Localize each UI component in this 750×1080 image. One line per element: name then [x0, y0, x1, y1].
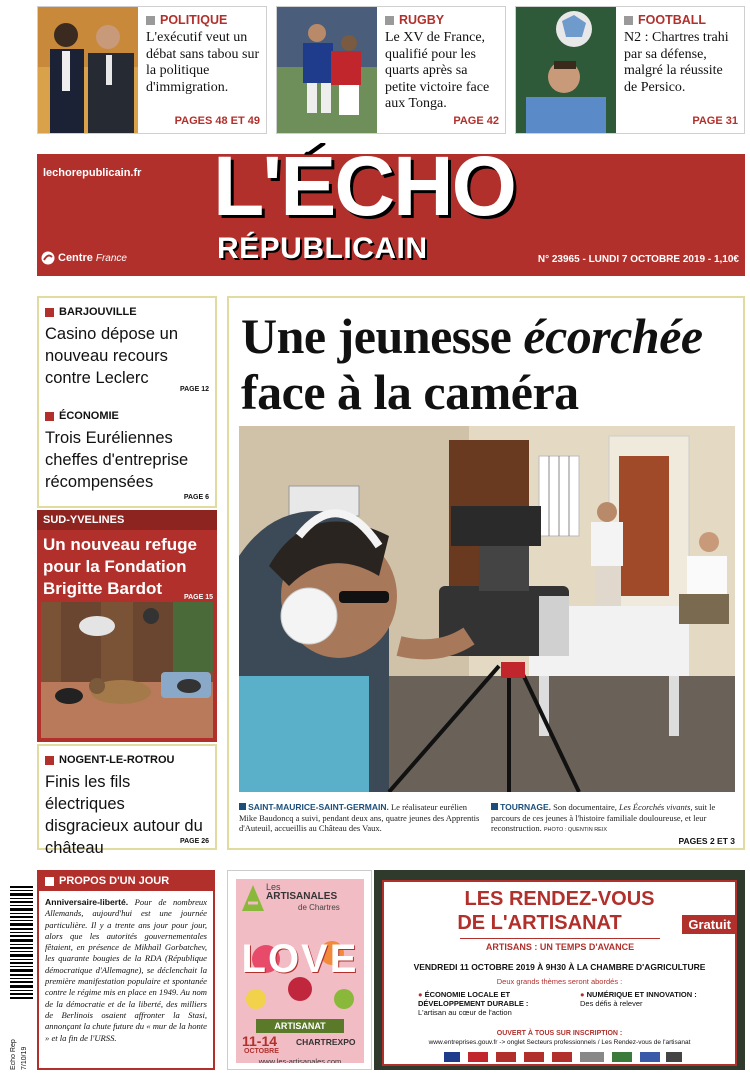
- story-economie[interactable]: [39, 402, 215, 501]
- square-bullet-icon: [45, 308, 54, 317]
- propos-body: Pour de nombreux Allemands, aujourd'hui est une journée particulière. Il y a trente ans jour pour jour, alors que les autorités gouvernementales fêtaient, en présence de Mikhaïl Gorbatchev, les quarante bougies de la RDA (République démocratique d'Allemagne), se déclenchait la première manifestation populaire et spontanée contre le régime mis en place en 1949. Au nom de la démocratie et de la liberté, des milliers de Berlinois osaient affronter la Stasi, annonçant la chute future du « mur de la honte » et la fin de l'URSS.: [45, 897, 207, 1043]
- ad-banner: ARTISANAT: [256, 1019, 344, 1033]
- ad-rendez-vous-artisanat[interactable]: [374, 870, 745, 1070]
- story-page: PAGE 26: [179, 838, 209, 845]
- ad-dates: 11-14: [242, 1033, 278, 1049]
- barcode: [8, 884, 35, 1074]
- teaser-text: Le XV de France, qualifié pour les quarts après sa petite victoire face aux Tonga.: [385, 30, 490, 111]
- teaser-pages: PAGE 42: [453, 115, 499, 127]
- teaser-text: L'exécutif veut un débat sans tabou sur la politique d'immigration.: [146, 30, 260, 95]
- ad-title-sub: de Chartres: [298, 903, 340, 912]
- main-story[interactable]: [227, 296, 745, 850]
- square-bullet-icon: [45, 756, 54, 765]
- teaser-category: FOOTBALL: [638, 13, 707, 27]
- caption-2-text-b: suit le parcours de ces jeunes à l'histoire familiale douloureuse, et leur reconstruction.: [491, 802, 716, 833]
- story-category: SUD-YVELINES: [37, 510, 217, 530]
- main-pages: PAGES 2 ET 3: [678, 836, 735, 846]
- rdv-theme-1-title: ÉCONOMIE LOCALE ET DÉVELOPPEMENT DURABLE :: [418, 990, 529, 1008]
- headline-part2: face à la caméra: [241, 364, 579, 420]
- propos-text: [39, 891, 213, 1044]
- ad-url[interactable]: www.les-artisanales.com: [258, 1057, 342, 1063]
- ad-title-top: Les: [266, 882, 281, 892]
- teaser-photo-rugby: [277, 7, 377, 133]
- artisanales-a-icon: [240, 883, 266, 913]
- centre-france-icon: [41, 251, 55, 265]
- barcode-icon: [8, 884, 35, 1004]
- teaser-category: POLITIQUE: [160, 13, 228, 27]
- rdv-title-2: DE L'ARTISANAT: [457, 912, 622, 934]
- ad-venue: CHARTREXPO: [296, 1037, 356, 1047]
- teaser-category: RUGBY: [399, 13, 445, 27]
- propos-lead: Anniversaire-liberté.: [45, 897, 129, 907]
- ad-big-text: LOVE: [241, 937, 359, 981]
- caption-2-title: Les Écorchés vivants,: [618, 802, 693, 812]
- teaser-football[interactable]: [515, 6, 745, 134]
- rdv-link[interactable]: www.entreprises.gouv.fr -> onglet Secteurs professionnels / Les Rendez-vous de l'artisanat: [428, 1039, 691, 1046]
- caption-1-text: Le réalisateur eurélien Mike Baudoncq a suivi, pendant deux ans, quatre jeunes des Apprentis d'Auteuil, accueillis au Château des Vaux.: [239, 802, 480, 833]
- partner-logos: [444, 1050, 684, 1064]
- teaser-pages: PAGES 48 ET 49: [174, 115, 260, 127]
- left-box-top: [37, 296, 217, 508]
- square-bullet-icon: [491, 803, 498, 810]
- group-name: Centre: [58, 252, 93, 264]
- story-page: PAGE 6: [183, 494, 209, 501]
- logo-subtitle: RÉPUBLICAIN: [217, 232, 428, 265]
- caption-1-label: SAINT-MAURICE-SAINT-GERMAIN.: [248, 802, 389, 812]
- photo-credit: PHOTO : QUENTIN REIX: [543, 827, 608, 833]
- ad-artisanales[interactable]: [227, 870, 372, 1070]
- story-category: BARJOUVILLE: [59, 306, 137, 318]
- story-title: Un nouveau refuge pour la Fondation Brigitte Bardot: [43, 535, 197, 598]
- story-category: ÉCONOMIE: [59, 410, 119, 422]
- propos-du-jour[interactable]: [37, 870, 215, 1070]
- teaser-politique[interactable]: [37, 6, 267, 134]
- teaser-photo-politique: [38, 7, 138, 133]
- teaser-rugby[interactable]: [276, 6, 506, 134]
- story-nogent[interactable]: [37, 744, 217, 857]
- teaser-photo-football: [516, 7, 616, 133]
- rdv-title-1: LES RENDEZ-VOUS: [464, 888, 655, 910]
- group-suffix: France: [95, 252, 127, 264]
- ad-title: ARTISANALES: [266, 891, 338, 902]
- story-title: Finis les fils électriques disgracieux autour du château: [45, 773, 203, 857]
- rdv-open: OUVERT À TOUS SUR INSCRIPTION :: [496, 1030, 623, 1037]
- rdv-date: VENDREDI 11 OCTOBRE 2019 À 9H30 À LA CHAMBRE D'AGRICULTURE: [413, 962, 706, 972]
- caption-2-text-a: Son documentaire,: [550, 802, 619, 812]
- website-link[interactable]: lechorepublicain.fr: [43, 167, 142, 179]
- centre-france-logo: [41, 251, 127, 265]
- rdv-theme-1: ● ÉCONOMIE LOCALE ET DÉVELOPPEMENT DURABLE : L'artisan au cœur de l'action: [418, 990, 529, 1017]
- rdv-subtitle: ARTISANS : UN TEMPS D'AVANCE: [460, 938, 660, 952]
- story-sud-yvelines[interactable]: [37, 510, 217, 742]
- story-page: PAGE 12: [179, 386, 209, 393]
- caption-1: [239, 802, 483, 834]
- square-bullet-icon: [239, 803, 246, 810]
- square-bullet-icon: [45, 412, 54, 421]
- story-title: Trois Euréliennes cheffes d'entreprise récompensées: [45, 429, 189, 491]
- square-bullet-icon: [624, 16, 633, 25]
- rdv-theme-2-title: NUMÉRIQUE ET INNOVATION :: [586, 990, 697, 999]
- caption-2-label: TOURNAGE.: [500, 802, 551, 812]
- logo-title: L'ÉCHO: [213, 139, 515, 233]
- barcode-label-1: Echo Rep: [10, 1039, 17, 1070]
- rdv-gratuit-badge: Gratuit: [682, 915, 737, 934]
- story-barjouville[interactable]: [39, 306, 215, 393]
- main-photo: [239, 426, 735, 792]
- rdv-themes: Deux grands thèmes seront abordés :: [496, 977, 623, 986]
- barcode-label-2: 7/10/19: [21, 1046, 28, 1070]
- headline-part1: Une jeunesse: [241, 308, 524, 364]
- ad-month: OCTOBRE: [244, 1048, 279, 1055]
- rdv-theme-1-text: L'artisan au cœur de l'action: [418, 1008, 512, 1017]
- caption-2: [491, 802, 735, 836]
- square-bullet-icon: [146, 16, 155, 25]
- rdv-theme-2: ● NUMÉRIQUE ET INNOVATION : Des défis à relever: [580, 990, 697, 1008]
- square-bullet-icon: [385, 16, 394, 25]
- story-page: PAGE 15: [183, 594, 213, 601]
- propos-title: PROPOS D'UN JOUR: [59, 875, 170, 887]
- story-category: NOGENT-LE-ROTROU: [59, 754, 175, 766]
- headline-emphasis: écorchée: [523, 308, 703, 364]
- issue-info: N° 23965 - LUNDI 7 OCTOBRE 2019 - 1,10€: [537, 254, 739, 265]
- dogs-photo: [41, 602, 213, 738]
- square-bullet-icon: [45, 877, 54, 886]
- teaser-pages: PAGE 31: [692, 115, 738, 127]
- main-headline: [241, 308, 703, 420]
- teaser-text: N2 : Chartres trahi par sa défense, malgré la réussite de Persico.: [624, 30, 729, 95]
- rdv-theme-2-text: Des défis à relever: [580, 999, 643, 1008]
- story-title: Casino dépose un nouveau recours contre Leclerc: [45, 325, 179, 387]
- masthead: [37, 139, 745, 276]
